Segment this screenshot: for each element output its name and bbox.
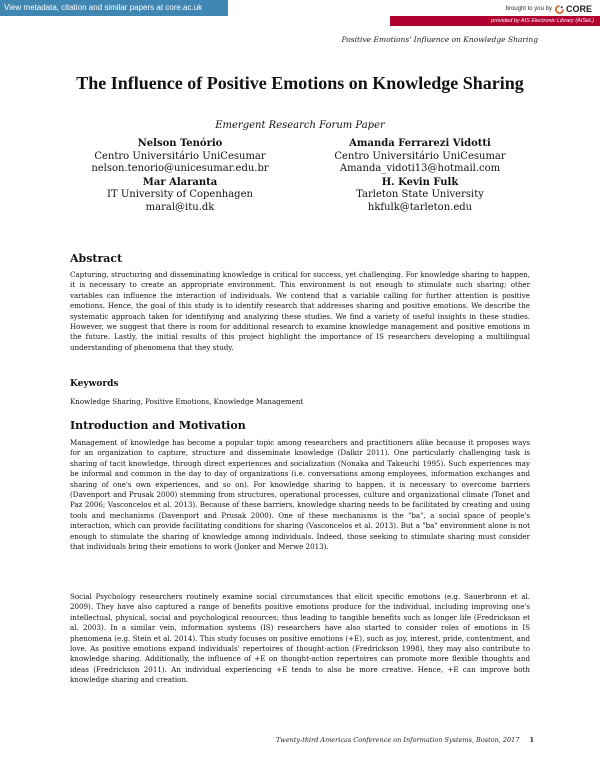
conference-name: Twenty-third Americas Conference on Information Systems, Boston, 2017 — [276, 736, 520, 744]
provider-link[interactable]: provided by AIS Electronic Library (AISeL) — [390, 16, 600, 26]
author — [60, 177, 300, 215]
core-logo-text: CORE — [565, 4, 592, 14]
intro-paragraph-1: Management of knowledge has become a popular topic among researchers and practitioners alike because it proposes ways for an organization to capture, structure and disseminate knowledge (Dalkir 2011). One particularly challenging task is sharing of tacit knowledge, through direct experiences and socialization (Nonaka and Takeuchi 1995). Such experiences may be informal and common in the day to day of organizations (i.e. conversations among employees, information exchanges and sharing of one's own experiences, and so on). For knowledge sharing to happen, it is necessary to overcome barriers (Davenport and Prusak 2000) stemming from structures, operational processes, culture and organizational climate (Tonet and Paz 2006; Vasconcelos et al. 2013). Because of these barriers, knowledge sharing needs to be facilitated by creating and using tools and mechanisms (Davenport and Prusak 2000). One of these mechanisms is the "ba", a social space of people's interaction, which can provide facilitating conditions for sharing (Vasconcelos et al. 2013). But a "ba" environment alone is not enough to stimulate the sharing of knowledge among individuals. Indeed, those seeking to stimulate sharing must consider that individuals bring their emotions to work (Jonker and Merwe 2013). — [70, 438, 530, 552]
author-affiliation: IT University of Copenhagen — [107, 189, 253, 200]
author-affiliation: Centro Universitário UniCesumar — [334, 150, 506, 162]
author-affiliation: Tarleton State University — [356, 189, 484, 200]
author-affiliation: Centro Universitário UniCesumar — [94, 150, 266, 162]
author-email: nelson.tenorio@unicesumar.edu.br — [91, 163, 269, 174]
paper-subtitle: Emergent Research Forum Paper — [215, 120, 385, 131]
abstract-heading: Abstract — [70, 252, 123, 265]
page-footer — [276, 736, 534, 744]
intro-heading: Introduction and Motivation — [70, 419, 246, 432]
brought-by — [506, 3, 592, 15]
running-head: Positive Emotions' Influence on Knowledge Sharing — [341, 35, 538, 44]
core-logo-icon — [555, 5, 564, 14]
author-block — [60, 138, 540, 214]
intro-paragraph-2: Social Psychology researchers routinely examine social circumstances that elicit specific emotions (e.g. Sauerbronn et al. 2009). They have also captured a range of benefits positive emotions produce for the individual, including improving one's intellectual, physical, social and psychological resources; thus leading to tangible benefits such as longer life (Fredrickson et al. 2003). In a similar vein, information systems (IS) researchers have also started to consider roles of emotions in IS phenomena (e.g. Stein et al. 2014). This study focuses on positive emotions (+E), such as joy, interest, pride, contentment, and love. As positive emotions expand individuals' repertoires of thought-action (Fredrickson 1998), they may also contribute to knowledge sharing. Additionally, the influence of +E on thought-action repertoires can promote more flexible thoughts and ideas (Fredrickson 2011). An individual experiencing +E tends to also be more creative. Hence, +E can improve both knowledge sharing and creation. — [70, 592, 530, 685]
brought-by-label: brought to you by — [505, 6, 552, 12]
keywords-heading: Keywords — [70, 379, 119, 389]
author-name: Mar Alaranta — [142, 176, 218, 188]
author-name: Nelson Tenório — [137, 138, 223, 149]
author-email: Amanda_vidoti13@hotmail.com — [339, 163, 501, 174]
author-email: maral@itu.dk — [145, 201, 215, 213]
abstract-text: Capturing, structuring and disseminating knowledge is critical for success, yet challenging. For knowledge sharing to happen, it is necessary to create an appropriate environment. This environment is not enough to stimulate such sharing; other variables can influence the interaction of individuals. We contend that a variable calling for further attention is positive emotions. Hence, the goal of this study is to identify research that addresses sharing and positive emotions. We describe the systematic approach taken for identifying and analyzing these studies. We find a variety of useful insights in these studies. However, we suggest that there is room for additional research to examine knowledge management and positive emotions in the future. Lastly, the initial results of this project highlight the importance of IS researchers developing a multilingual understanding of phenomena that they study. — [70, 270, 530, 352]
paper-title: The Influence of Positive Emotions on Knowledge Sharing — [76, 73, 524, 93]
page-number: 1 — [529, 736, 534, 744]
author — [300, 138, 540, 176]
author-email: hkfulk@tarleton.edu — [367, 201, 473, 213]
core-metadata-link[interactable]: View metadata, citation and similar papers at core.ac.uk — [0, 0, 228, 16]
author-name: Amanda Ferrarezi Vidotti — [349, 138, 491, 149]
author — [300, 177, 540, 215]
author — [60, 138, 300, 176]
keywords-text: Knowledge Sharing, Positive Emotions, Knowledge Management — [70, 397, 304, 406]
core-banner — [0, 0, 600, 28]
author-name: H. Kevin Fulk — [381, 176, 459, 188]
core-logo[interactable] — [555, 4, 592, 14]
